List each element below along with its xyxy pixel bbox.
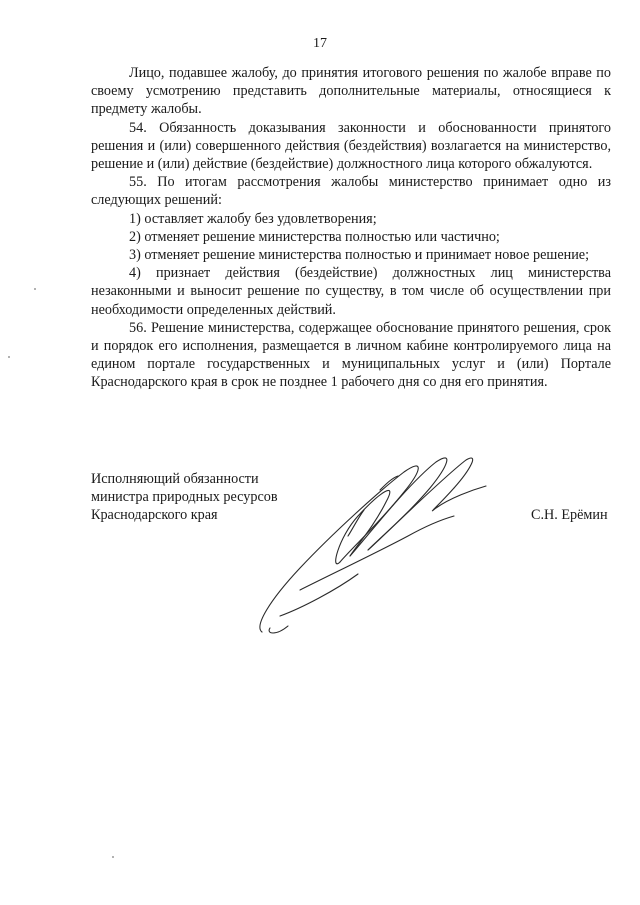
decision-item-3: 3) отменяет решение министерства полностью и принимает новое решение;	[129, 247, 590, 264]
paragraph-55: 55. По итогам рассмотрения жалобы министерство принимает одно из следующих решений:	[91, 174, 611, 209]
paragraph-additional-materials: Лицо, подавшее жалобу, до принятия итогового решения по жалобе вправе по своему усмотрению представить дополнительные материалы, относящиеся к предмету жалобы.	[91, 65, 611, 118]
signer-position-line: Краснодарского края	[91, 507, 218, 524]
page-number: 17	[313, 36, 327, 51]
decision-item-2: 2) отменяет решение министерства полностью или частично;	[129, 228, 500, 245]
signer-position-line: министра природных ресурсов	[91, 489, 278, 506]
handwritten-signature	[240, 440, 520, 640]
decision-item-4: 4) признает действия (бездействие) должностных лиц министерства незаконными и выносит решение по существу, в том числе об осуществлении при необходимости определенных действий.	[91, 265, 611, 318]
document-body	[91, 64, 611, 392]
signer-name: С.Н. Ерёмин	[531, 507, 608, 523]
margin-mark	[112, 856, 114, 858]
signer-position-line: Исполняющий обязанности	[91, 471, 259, 487]
margin-mark	[8, 356, 10, 358]
paragraph-56: 56. Решение министерства, содержащее обоснование принятого решения, срок и порядок его исполнения, размещается в личном кабине контролируемого лица на едином портале государственных и муниципальных услуг и (или) Портале Краснодарского края в срок не позднее 1 рабочего дня со дня его принятия.	[91, 319, 611, 391]
decision-item-1: 1) оставляет жалобу без удовлетворения;	[129, 210, 377, 227]
paragraph-54: 54. Обязанность доказывания законности и обоснованности принятого решения и (или) совершенного действия (бездействия) возлагается на министерство, решение и (или) действие (бездействие) должностного лица которого обжалуются.	[91, 119, 611, 173]
margin-mark	[34, 288, 36, 290]
